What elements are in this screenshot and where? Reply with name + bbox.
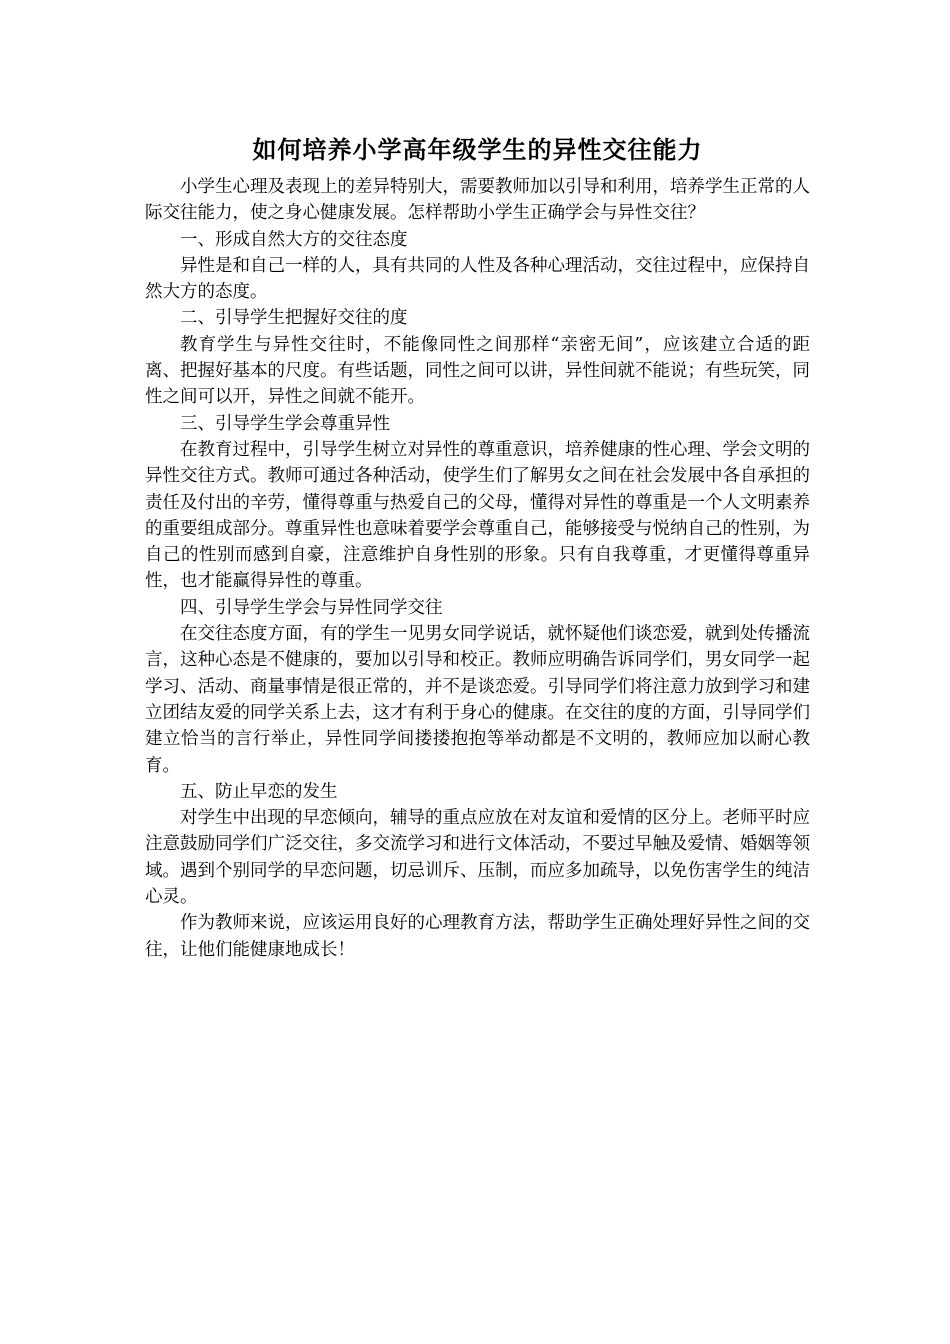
- document-title: 如何培养小学高年级学生的异性交往能力: [252, 136, 703, 164]
- section-paragraph-4: 在交往态度方面，有的学生一见男女同学说话，就怀疑他们谈恋爱，就到处传播流言，这种心态是不健康的，要加以引导和校正。教师应明确告诉同学们，男女同学一起学习、活动、商量事情是很正常的，并不是谈恋爱。引导同学们将注意力放到学习和建立团结友爱的同学关系上去，这才有利于身心的健康。在交往的度的方面，引导同学们建立恰当的言行举止，异性同学间搂搂抱抱等举动都是不文明的，教师应加以耐心教育。: [145, 624, 810, 776]
- section-paragraph-2: 教育学生与异性交往时，不能像同性之间那样“亲密无间”，应该建立合适的距离、把握好基本的尺度。有些话题，同性之间可以讲，异性间就不能说；有些玩笑，同性之间可以开，异性之间就不能开。: [145, 334, 810, 408]
- section-heading-4: 四、引导学生学会与异性同学交往: [180, 597, 443, 618]
- section-heading-5: 五、防止早恋的发生: [180, 781, 338, 802]
- document-body: [145, 174, 810, 963]
- section-paragraph-3: 在教育过程中，引导学生树立对异性的尊重意识，培养健康的性心理、学会文明的异性交往方式。教师可通过各种活动，使学生们了解男女之间在社会发展中各自承担的责任及付出的辛劳，懂得尊重与热爱自己的父母，懂得对异性的尊重是一个人文明素养的重要组成部分。尊重异性也意味着要学会尊重自己，能够接受与悦纳自己的性别，为自己的性别而感到自豪，注意维护自身性别的形象。只有自我尊重，才更懂得尊重异性，也才能赢得异性的尊重。: [145, 439, 810, 592]
- section-heading-2: 二、引导学生把握好交往的度: [180, 308, 408, 329]
- section-heading-3: 三、引导学生学会尊重异性: [180, 413, 390, 434]
- section-paragraph-1: 异性是和自己一样的人，具有共同的人性及各种心理活动，交往过程中，应保持自然大方的态度。: [145, 255, 810, 303]
- section-paragraph-5: 对学生中出现的早恋倾向，辅导的重点应放在对友谊和爱情的区分上。老师平时应注意鼓励同学们广泛交往，多交流学习和进行文体活动，不要过早触及爱情、婚姻等领域。遇到个别同学的早恋问题，切忌训斥、压制，而应多加疏导，以免伤害学生的纯洁心灵。: [145, 808, 810, 908]
- intro-paragraph: 小学生心理及表现上的差异特别大，需要教师加以引导和利用，培养学生正常的人际交往能力，使之身心健康发展。怎样帮助小学生正确学会与异性交往？: [145, 177, 810, 224]
- section-heading-1: 一、形成自然大方的交往态度: [180, 229, 408, 250]
- closing-paragraph: 作为教师来说，应该运用良好的心理教育方法，帮助学生正确处理好异性之间的交往，让他们能健康地成长！: [145, 913, 810, 960]
